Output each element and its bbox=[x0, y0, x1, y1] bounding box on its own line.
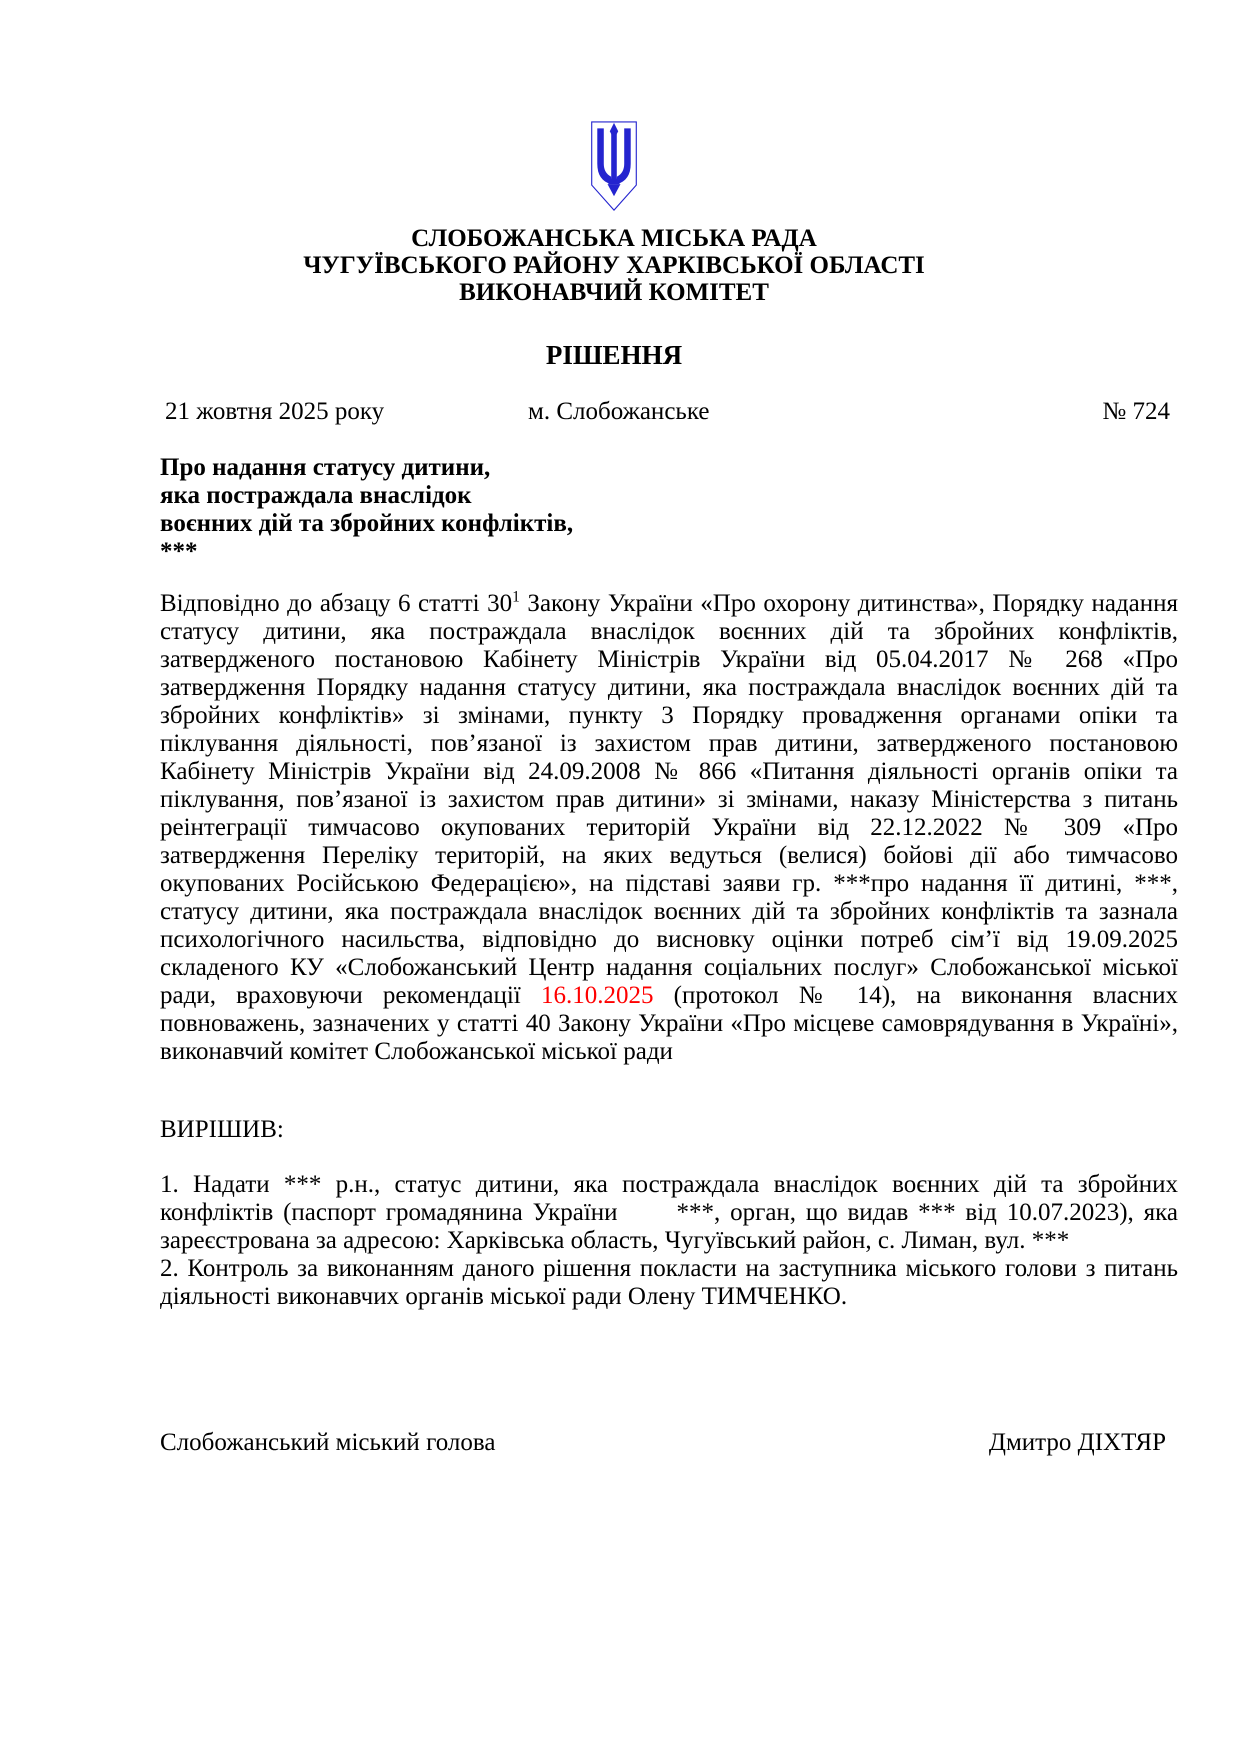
decision-place: м. Слобожанське bbox=[528, 398, 710, 425]
signatory-title: Слобожанський міський голова bbox=[160, 1429, 496, 1456]
ukraine-trident-emblem bbox=[588, 118, 640, 215]
subject-line-3: воєнних дій та збройних конфліктів, bbox=[160, 510, 574, 537]
resolution-items bbox=[160, 1171, 1178, 1311]
dateline-row bbox=[160, 398, 1178, 426]
preamble-segment-3: (протокол № 14), на виконання власних повноважень, зазначених у статті 40 Закону України «Про місцеве самоврядування в Україні», виконавчий комітет Слобожанської міської ради bbox=[160, 982, 1178, 1065]
resolution-item-1: 1. Надати *** р.н., статус дитини, яка постраждала внаслідок воєнних дій та збройних конфліктів (паспорт громадянина України ***, орган, що видав *** від 10.07.2023), яка зареєстрована за адресою: Харківська область, Чугуївський район, с. Лиман, вул. *** bbox=[160, 1171, 1178, 1254]
resolution-item-2: 2. Контроль за виконанням даного рішення покласти на заступника міського голови з питань діяльності виконавчих органів міської ради Олену ТИМЧЕНКО. bbox=[160, 1255, 1178, 1310]
decision-date: 21 жовтня 2025 року bbox=[165, 398, 385, 425]
org-name-line-2: ЧУГУЇВСЬКОГО РАЙОНУ ХАРКІВСЬКОЇ ОБЛАСТІ bbox=[303, 252, 925, 279]
org-name-block bbox=[50, 225, 1178, 306]
org-name-line-1: СЛОБОЖАНСЬКА МІСЬКА РАДА bbox=[411, 225, 817, 252]
signatory-name: Дмитро ДІХТЯР bbox=[988, 1429, 1166, 1456]
preamble-paragraph bbox=[160, 590, 1178, 1066]
signature-row bbox=[160, 1429, 1178, 1457]
document-letterhead bbox=[50, 118, 1178, 370]
decision-number: № 724 bbox=[1102, 398, 1170, 425]
subject-line-2: яка постраждала внаслідок bbox=[160, 482, 472, 509]
resolved-heading: ВИРІШИВ: bbox=[160, 1116, 284, 1143]
trident-glyph bbox=[597, 123, 630, 196]
preamble-segment-1: Відповідно до абзацу 6 статті 30 bbox=[160, 590, 513, 617]
org-name-line-3: ВИКОНАВЧИЙ КОМІТЕТ bbox=[459, 279, 769, 306]
highlighted-date: 16.10.2025 bbox=[540, 982, 654, 1009]
subject-line-1: Про надання статусу дитини, bbox=[160, 454, 491, 481]
subject-block bbox=[160, 454, 1178, 566]
document-type-title: РІШЕННЯ bbox=[545, 340, 683, 370]
preamble-segment-2: Закону України «Про охорону дитинства», Порядку надання статусу дитини, яка постраждала внаслідок воєнних дій та збройних конфліктів, затвердженого постановою Кабінету Міністрів України від 05.04.2017 № 268 «Про затвердження Порядку надання статусу дитини, яка постраждала внаслідок воєнних дій та збройних конфліктів» зі змінами, пункту 3 Порядку провадження органами опіки та піклування діяльності, пов’язаної із захистом прав дитини, затвердженого постановою Кабінету Міністрів України від 24.09.2008 № 866 «Питання діяльності органів опіки та піклування, пов’язаної із захистом прав дитини» зі змінами, наказу Міністерства з питань реінтеграції тимчасово окупованих територій України від 22.12.2022 № 309 «Про затвердження Переліку територій, на яких ведуться (велися) бойові дії або тимчасово окупованих Російською Федерацією», на підставі заяви гр. ***про надання її дитині, ***, статусу дитини, яка постраждала внаслідок воєнних дій та збройних конфліктів та зазнала психологічного насильства, відповідно до висновку оцінки потреб сім’ї від 19.09.2025 складеного КУ «Слобожанський Центр надання соціальних послуг» Слобожанської міської ради, враховуючи рекомендації bbox=[160, 590, 1178, 1009]
subject-line-4: *** bbox=[160, 538, 198, 565]
footnote-superscript: 1 bbox=[512, 588, 520, 606]
coat-of-arms bbox=[50, 118, 1178, 215]
